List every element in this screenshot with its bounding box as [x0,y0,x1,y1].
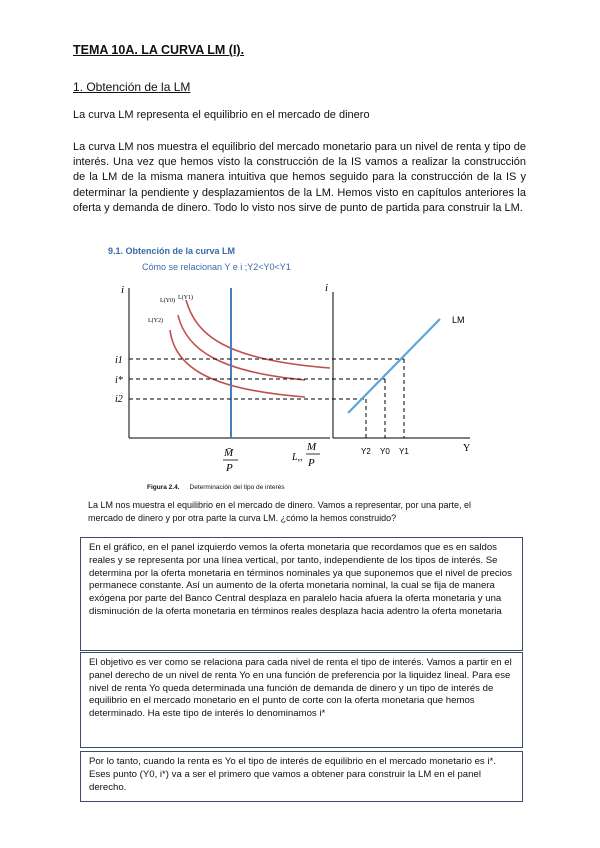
curve-label-y1: L(Y1) [178,295,193,301]
left-axis-i-label: i [121,284,125,296]
left-x-axis-prefix: L,, [292,452,303,463]
money-supply-denominator: P [226,462,233,474]
figure-caption-text: Determinación del tipo de interés [189,484,285,491]
demand-curve-y1 [186,300,330,368]
money-supply-numerator: M̄ [224,447,234,459]
figure-caption-label: Figura 2.4. [147,484,180,491]
page-title: TEMA 10A. LA CURVA LM (I). [73,43,245,57]
explanation-box-supply-text: En el gráfico, en el panel izquierdo vemos la oferta monetaria que recordamos que es en saldos reales y se representa por una línea vertical, por tanto, independiente de los tipos de interés. Se determina por la oferta monetaria en términos nominales ya que suponemos que el nivel de precios permanece constante. Así un aumento de la oferta monetaria nominal, la cual se fija de manera exógena por parte del Banco Central desplaza en paralelo hacia afuera la oferta monetaria y una disminución de la oferta monetaria en términos reales desplaza hacia adentro la oferta monetaria [89,542,512,617]
explanation-box-conclusion-text: Por lo tanto, cuando la renta es Yo el tipo de interés de equilibrio en el mercado monetario es i*. Eses punto (Y0, i*) va a ser el primero que vamos a obtener para construir la LM en el panel derecho. [89,756,496,793]
body-paragraph: La curva LM nos muestra el equilibrio del mercado monetario para un nivel de renta y tipo de interés. Una vez que hemos visto la construcción de la IS vamos a realizar la construcción de la LM de la misma manera intuitiva que hemos seguido para la construcción de la IS y determinar la pendiente y desplazamientos de la LM. Hemos visto en capítulos anteriores la oferta y demanda de dinero. Todo lo visto nos sirve de punto de partida para construir la LM. [73,141,526,214]
istar-label: i* [115,375,123,386]
i2-label: i2 [115,394,123,405]
curve-label-y2: L(Y2) [148,318,163,324]
intro-text: La curva LM representa el equilibrio en el mercado de dinero [73,109,370,121]
section-heading: 1. Obtención de la LM [73,80,191,94]
explanation-box-supply [80,537,523,651]
figure-heading: 9.1. Obtención de la curva LM [108,246,236,256]
y2-label: Y2 [361,447,371,456]
curve-label-y0: L(Y0) [160,298,175,304]
left-x-axis-numerator: M [307,441,317,453]
figure-explanation: La LM nos muestra el equilibrio en el mercado de dinero. Vamos a representar, por una parte, el mercado de dinero y por otra parte la curva LM. ¿cómo la hemos construido? [88,500,472,523]
y0-label: Y0 [380,447,390,456]
figure-caption [147,484,285,491]
explanation-box-objective-text: El objetivo es ver como se relaciona para cada nivel de renta el tipo de interés. Vamos a partir en el panel derecho de un nivel de renta Yo en una función de preferencia por la liquidez lineal. Para ese nivel de renta Yo queda determinada una función de demanda de dinero y un tipo de interés de equilibrio en el mercado monetario en el punto de corte con la oferta monetaria que hemos determinado. Ha este tipo de interés lo denominamos i* [89,657,512,720]
right-axis-i-label: i [325,282,329,294]
left-x-axis-denominator: P [308,457,315,469]
right-axis-y-label: Y [463,443,471,454]
lm-line [348,319,440,413]
lm-label: LM [452,315,465,325]
y1-label: Y1 [399,447,409,456]
figure-subheading: Cómo se relacionan Y e i ;Y2<Y0<Y1 [142,262,291,272]
explanation-box-objective [80,652,523,748]
explanation-box-conclusion [80,751,523,802]
i1-label: i1 [115,355,123,366]
